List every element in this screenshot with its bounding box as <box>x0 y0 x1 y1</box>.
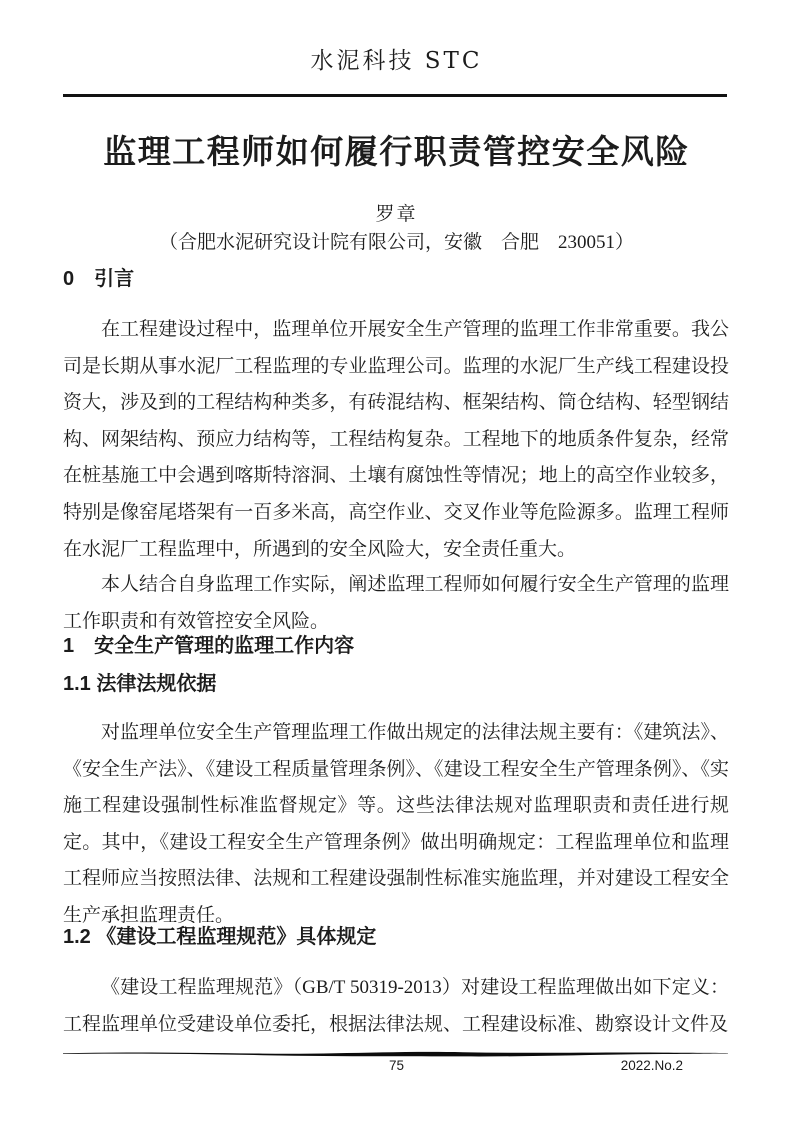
author-affiliation: （合肥水泥研究设计院有限公司，安徽 合肥 230051） <box>158 232 634 253</box>
subsection-heading-1-2-code-provisions: 1.2 《建设工程监理规范》具体规定 <box>63 926 377 948</box>
footer-issue-label: 2022.No.2 <box>620 1058 683 1073</box>
section-heading-0-introduction: 0 引言 <box>63 268 135 290</box>
paragraph-legal-basis: 对监理单位安全生产管理监理工作做出规定的法律法规主要有：《建筑法》、《安全生产法》、《建设工程质量管理条例》、《建设工程安全生产管理条例》、《实施工程建设强制性标准监督规定》等。这些法律法规对监理职责和责任进行规定。其中，《建设工程安全生产管理条例》做出明确规定：工程监理单位和监理工程师应当按照法律、法规和工程建设强制性标准实施监理，并对建设工程安全生产承担监理责任。 <box>63 722 729 926</box>
section-heading-1-supervision-content: 1 安全生产管理的监理工作内容 <box>63 635 355 657</box>
subsection-heading-1-1-legal-basis: 1.1 法律法规依据 <box>63 673 217 695</box>
header-divider-rule <box>63 94 727 97</box>
footer-divider-bar <box>63 1049 728 1058</box>
paragraph-intro-1: 在工程建设过程中，监理单位开展安全生产管理的监理工作非常重要。我公司是长期从事水泥厂工程监理的专业监理公司。监理的水泥厂生产线工程建设投资大，涉及到的工程结构种类多，有砖混结构、框架结构、筒仓结构、轻型钢结构、网架结构、预应力结构等，工程结构复杂。工程地下的地质条件复杂，经常在桩基施工中会遇到喀斯特溶洞、土壤有腐蚀性等情况；地上的高空作业较多，特别是像窑尾塔架有一百多米高，高空作业、交叉作业等危险源多。监理工程师在水泥厂工程监理中，所遇到的安全风险大，安全责任重大。 <box>63 319 729 560</box>
paragraph-code-provisions: 《建设工程监理规范》（GB/T 50319-2013）对建设工程监理做出如下定义：工程监理单位受建设单位委托，根据法律法规、工程建设标准、勘察设计文件及 <box>63 977 729 1035</box>
article-title: 监理工程师如何履行职责管控安全风险 <box>103 133 690 170</box>
author-name: 罗章 <box>375 204 418 225</box>
journal-masthead: 水泥科技 STC <box>310 48 483 74</box>
footer-page-number: 75 <box>388 1058 405 1073</box>
paragraph-intro-2: 本人结合自身监理工作实际，阐述监理工程师如何履行安全生产管理的监理工作职责和有效管控安全风险。 <box>63 574 729 632</box>
